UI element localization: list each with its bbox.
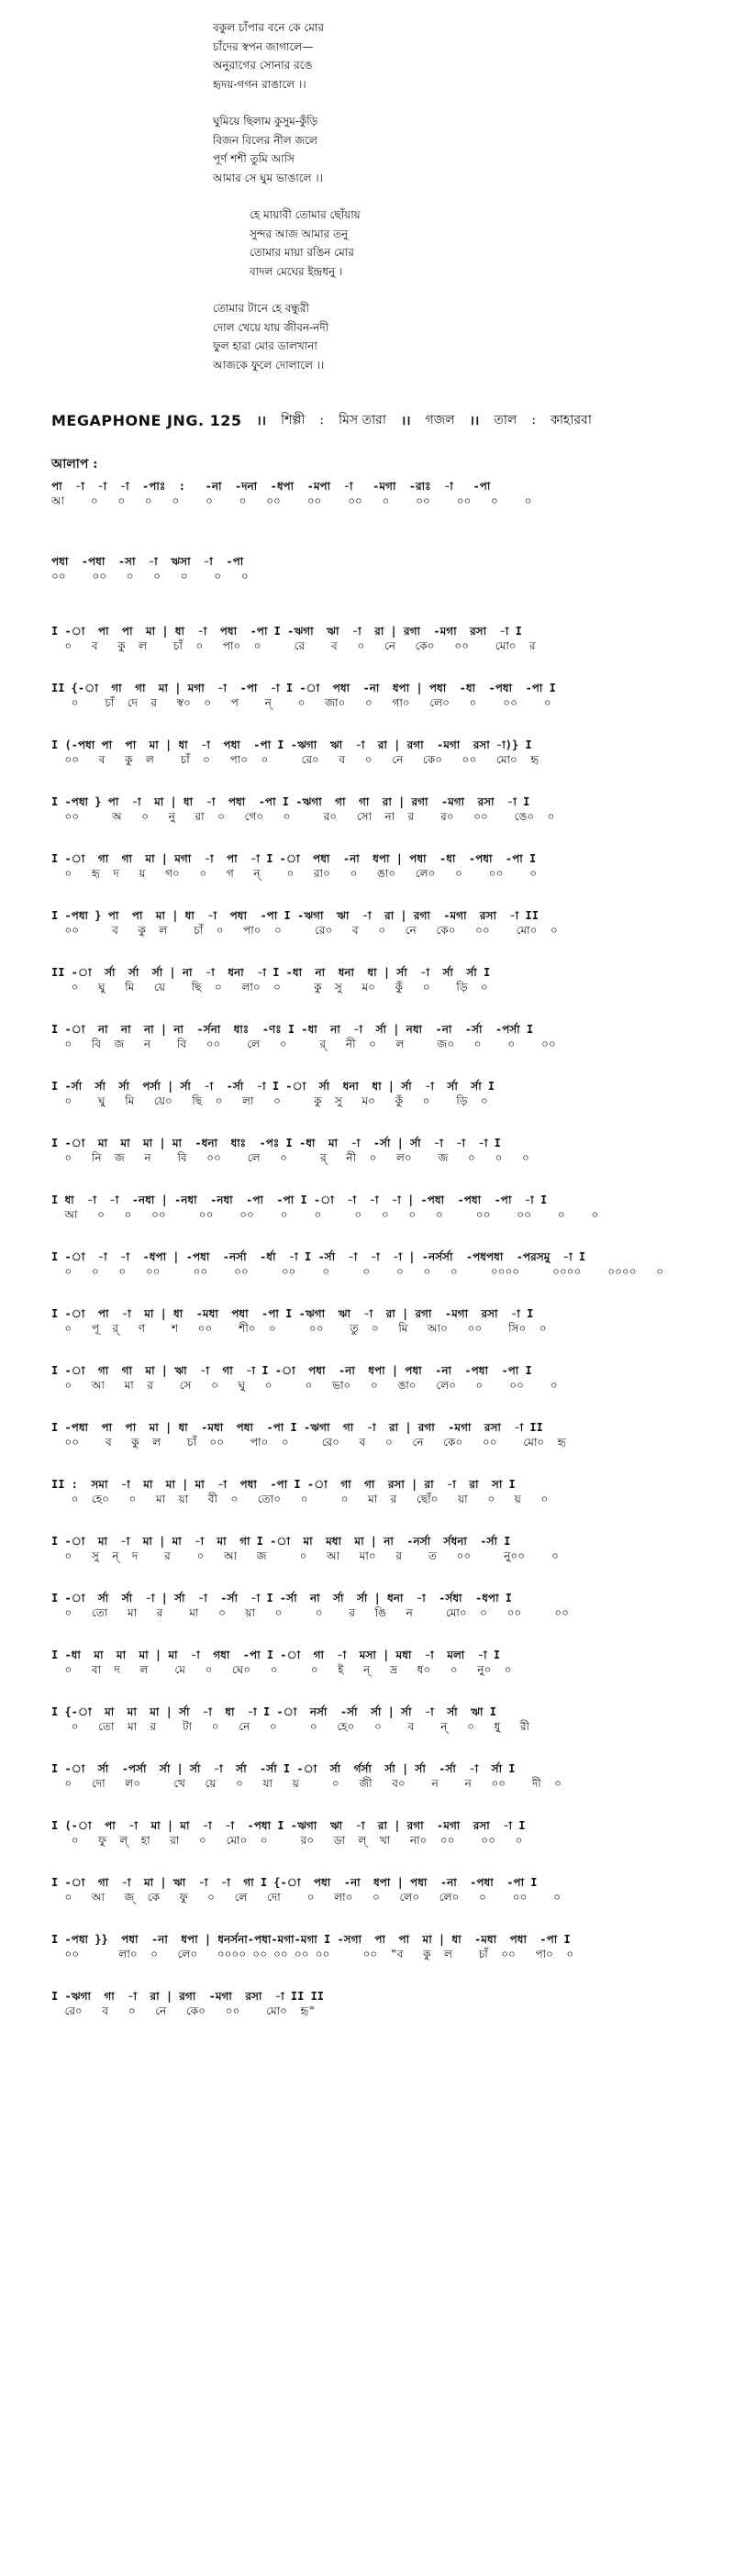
- swara-row: I -া গা -া মা | ঋা -া -া গা I {-া পধা -না ধপা | পধা -না -পধা -পা I: [51, 1876, 538, 1889]
- notation-block: [51, 1420, 712, 1449]
- swara-row: I -র্সা র্সা র্সা পর্সা | র্সা -া -র্সা -া I -া র্সা ধনা ধা | র্সা -া র্সা র্সা I: [51, 1080, 495, 1093]
- swara-row: II {-া গা গা মা | মগা -া -পা -া I -া পধা -না ধপা | পধা -ধা -পধা -পা I: [51, 682, 556, 694]
- lyric-stanza: [213, 112, 617, 187]
- syllable-row: ০ সু ন্ দ র ০ আ জ ০ আ মা০ র ত ০০ নু০০ ০: [51, 1549, 559, 1562]
- syllable-row: ০ তো মা র টা ০ নে ০ ০ হে০ ০ ব ন্ ০ ধু রী: [51, 1720, 529, 1733]
- swara-row: I -ঋগা গা -া রা | রগা -মগা রসা -া II II: [51, 1990, 325, 2003]
- notation-block: [51, 624, 712, 653]
- notation-block: [51, 1477, 712, 1506]
- swara-row: I -া র্সা র্সা -া | র্সা -া -র্সা -া I -র্সা না র্সা র্সা | ধনা -া -র্সধা -ধপা I: [51, 1592, 513, 1604]
- lyric-line: আজকে ফুলে দোলালে ।।: [213, 358, 325, 372]
- swara-row: I -ধা মা মা মা | মা -া গধা -পা I -া গা -া মসা | মধা -া মলা -া I: [51, 1649, 501, 1661]
- lyric-line: বাদল মেঘের ইন্দ্রধনু ।: [250, 264, 343, 278]
- swara-row: I ধা -া -া -নধা | -নধা -নধা -পা -পা I -া -া -া -া | -পধা -পধা -পা -া I: [51, 1194, 548, 1206]
- lyric-line: হৃদয়-গগন রাঙালে ।।: [213, 77, 306, 91]
- notation-block: [51, 554, 712, 583]
- notation-block: [51, 908, 712, 938]
- syllable-row: ০০ ব কু ল চাঁ ০ পা০ ০ রে০ ব ০ নে কে০ ০০ মো০ ০: [51, 924, 558, 937]
- alap-label: আলাপ :: [51, 457, 98, 472]
- swara-row: I (-পধা পা পা মা | ধা -া পধা -পা I -ঋগা ঋা -া রা | রগা -মগা রসা -া)} I: [51, 738, 532, 751]
- syllable-row: আ ০ ০ ০ ০ ০ ০ ০০ ০০ ০০ ০ ০০ ০০ ০ ০: [51, 494, 532, 507]
- notation-block: [51, 1989, 712, 2018]
- syllable-row: ০ তো মা র মা ০ য়া ০ ০ র ঙি ন মো০ ০ ০০ ০০: [51, 1606, 569, 1619]
- notation-block: [51, 851, 712, 881]
- notation-block: [51, 1591, 712, 1620]
- song-lyrics: [213, 18, 617, 393]
- record-catalog-number: MEGAPHONE JNG. 125: [51, 411, 242, 429]
- syllable-row: ০ নি জ ন বি ০০ লে ০ র্ নী ০ ল০ জ ০ ০ ০: [51, 1151, 529, 1164]
- lyric-line: বকুল চাঁপার বনে কে মোর: [213, 21, 324, 34]
- artist-label: শিল্পী: [281, 413, 306, 427]
- swara-row: I -া গা গা মা | ঋা -া গা -া I -া পধা -না ধপা | পধা -না -পধা -পা I: [51, 1364, 532, 1377]
- tala-name: কাহারবা: [550, 413, 592, 427]
- lyric-stanza: [213, 205, 617, 281]
- notation-block: [51, 794, 712, 824]
- lyric-line: সুন্দর আজ আমার তনু: [250, 227, 349, 240]
- lyric-line: তোমার মায়া রঙিন মোর: [250, 246, 354, 259]
- syllable-row: ০ বি জ ন বি ০০ লে ০ র্ নী ০ ল জ০ ০ ০ ০০: [51, 1038, 556, 1050]
- syllable-row: ০০ অ ০ নু রা ০ গে০ ০ র০ সো না র র০ ০০ ঙে০ ০: [51, 810, 555, 823]
- lyric-stanza: [213, 18, 617, 94]
- swara-row: পা -া -া -া -পাঃ : -না -দনা -ধপা -মপা -া -মগা -রাঃ -া -পা: [51, 480, 491, 493]
- notation-block: [51, 1818, 712, 1848]
- syllable-row: আ ০ ০ ০০ ০০ ০০ ০ ০ ০ ০ ০ ০ ০০ ০০ ০ ০: [51, 1208, 599, 1221]
- syllable-row: ০ হৃ দ য় গ০ ০ গ ন্ ০ রা০ ০ ঙা০ লে০ ০ ০০ ০: [51, 867, 538, 880]
- artist-name: মিস তারা: [339, 413, 386, 427]
- colon: :: [319, 413, 325, 427]
- syllable-row: ০ পূ র্ ণ শ ০০ শী০ ০ ০০ তু ০ মি আ০ ০০ সি০ ০: [51, 1322, 547, 1335]
- lyric-stanza: [213, 299, 617, 374]
- swara-row: I -া মা মা মা | মা -ধনা ধাঃ -পঃ I -ধা মা -া -র্সা | র্সা -া -া -া I: [51, 1137, 501, 1149]
- swara-row: I (-া পা -া মা | মা -া -া -পধা I -ঋগা ঋা -া রা | রগা -মগা রসা -া I: [51, 1819, 526, 1832]
- separator: ।।: [469, 413, 480, 428]
- lyric-line: বিজন বিলের নীল জলে: [213, 133, 317, 147]
- notation-block: [51, 681, 712, 710]
- notation-block: [51, 1306, 712, 1336]
- swara-row: II -া র্সা র্সা র্সা | না -া ধনা -া I -ধা না ধনা ধা | র্সা -া র্সা র্সা I: [51, 966, 491, 979]
- swara-row: I -া পা -া মা | ধা -মধা পধা -পা I -ঋগা ঋা -া রা | রগা -মগা রসা -া I: [51, 1307, 534, 1320]
- swara-row: I -পধা }} পধা -না ধপা | ধনর্সনা-পধা-মগা-মগা I -সগা পা পা মা | ধা -মধা পধা -পা I: [51, 1933, 571, 1946]
- separator: ।।: [400, 413, 411, 428]
- swara-row: I -পধা পা পা মা | ধা -মধা পধা -পা I -ঋগা গা -া রা | রগা -মগা রসা -া II: [51, 1421, 543, 1434]
- lyric-line: তোমার টানে হে বন্ধুরী: [213, 302, 309, 315]
- notation-block: [51, 1022, 712, 1051]
- syllable-row: ০ হে০ ০ মা য়া বী ০ তো০ ০ ০ মা র ছোঁ০ য়া ০ য় ০: [51, 1493, 549, 1505]
- swara-row: I -পধা } পা পা মা | ধা -া পধা -পা I -ঋগা ঋা -া রা | রগা -মগা রসা -া II: [51, 909, 539, 922]
- notation-block: [51, 1363, 712, 1393]
- swara-row: I {-া মা মা মা | র্সা -া ধা -া I -া নর্সা -র্সা র্সা | র্সা -া র্সা ঋা I: [51, 1705, 496, 1718]
- notation-block: [51, 1704, 712, 1734]
- notation-block: [51, 1648, 712, 1677]
- notation-block: [51, 738, 712, 767]
- syllable-row: ০০ ০০ ০ ০ ০ ০ ০: [51, 570, 249, 583]
- lyric-line: হে মায়াবী তোমার ছোঁয়ায়: [250, 208, 361, 221]
- swara-row: I -া গা গা মা | মগা -া পা -া I -া পধা -না ধপা | পধা -ধা -পধা -পা I: [51, 852, 537, 865]
- syllable-row: ০০ লা০ ০ লে০ ০০০০ ০০ ০০ ০০ ০০ ০০ "ব কু ল চাঁ ০০ পা০ ০: [51, 1948, 574, 1960]
- lyric-line: পূর্ণ শশী তুমি আসি: [213, 152, 295, 165]
- notation-block: [51, 479, 712, 508]
- lyric-line: চাঁদের স্বপন জাগালে—: [213, 39, 314, 53]
- notation-block: [51, 1079, 712, 1108]
- notation-block: [51, 1136, 712, 1165]
- swara-row: I -া -া -া -ধপা | -পধা -নর্সা -র্ধা -া I -র্সা -া -া -া | -নর্সর্সা -পধপধা -পরসমু -া I: [51, 1250, 586, 1263]
- notation-block: [51, 1875, 712, 1904]
- syllable-row: ০ আ জ্ কে ফু ০ লে দো ০ লা০ ০ লে০ লে০ ০ ০০ ০: [51, 1891, 562, 1904]
- notation-block: [51, 1932, 712, 1961]
- notation-block: [51, 1249, 712, 1279]
- syllable-row: ০ ঘু মি য়ে০ ছি ০ লা ০ কু সু ম০ কুঁ ০ ড়ি ০: [51, 1094, 488, 1107]
- swara-row: II : সমা -া মা মা | মা -া পধা -পা I -া গা গা রসা | রা -া রা সা I: [51, 1478, 516, 1491]
- lyric-line: ফুল হারা মোর ডালখানা: [213, 339, 317, 352]
- lyric-line: দোল খেয়ে যায় জীবন-নদী: [213, 320, 329, 334]
- swara-row: I -া পা পা মা | ধা -া পধা -পা I -ঋগা ঋা -া রা | রগা -মগা রসা -া I: [51, 625, 522, 638]
- separator: ।।: [256, 413, 267, 428]
- syllable-row: ০ ব কু ল চাঁ ০ পা০ ০ রে ব ০ নে কে০ ০০ মো০ র: [51, 639, 536, 652]
- syllable-row: ০০ ব কু ল চাঁ ০ পা০ ০ রে০ ব ০ নে কে০ ০০ মো০ হৃ: [51, 753, 539, 766]
- lyric-line: ঘুমিয়ে ছিলাম কুসুম-কুঁড়ি: [213, 115, 318, 128]
- swara-row: I -া না না না | না -র্সনা ধাঃ -ণঃ I -ধা না -া র্সা | নধা -না -র্সা -পর্সা I: [51, 1023, 534, 1036]
- syllable-row: ০ ০ ০ ০০ ০০ ০০ ০০ ০ ০ ০ ০ ০ ০০০০ ০০০০ ০০০০ ০: [51, 1265, 663, 1278]
- swara-row: পধা -পধা -সা -া ঋসা -া -পা: [51, 555, 244, 568]
- notation-block: [51, 965, 712, 994]
- syllable-row: ০ দো ল০ খে য়ে ০ যা য় ০ জী ব০ ন ন ০০ দী ০: [51, 1777, 562, 1790]
- syllable-row: রে০ ব ০ নে কে০ ০০ মো০ হৃ": [51, 2004, 316, 2017]
- syllable-row: ০ ঘু মি য়ে ছি ০ লা০ ০ কু সু ম০ কুঁ ০ ড়ি ০: [51, 981, 488, 994]
- swaralipi-notation: [51, 479, 712, 2018]
- notation-block: [51, 1193, 712, 1222]
- lyric-line: অনুরাগের সোনার রঙে: [213, 59, 313, 72]
- lyric-line: আমার সে ঘুম ভাঙালে ।।: [213, 171, 323, 184]
- notation-block: [51, 1761, 712, 1791]
- genre: গজল: [425, 413, 455, 427]
- syllable-row: ০০ ব কু ল চাঁ ০০ পা০ ০ রে০ ব ০ নে কে০ ০০ মো০ হৃ: [51, 1436, 566, 1449]
- syllable-row: ০ ফু ল্ হা রা ০ মো০ ০ র০ ডা ল্ খা না০ ০০ ০০ ০: [51, 1834, 523, 1847]
- swara-row: I -পধা } পা -া মা | ধা -া পধা -পা I -ঋগা গা গা রা | রগা -মগা রসা -া I: [51, 795, 530, 808]
- colon: :: [531, 413, 537, 427]
- swara-row: I -া মা -া মা | মা -া মা গা I -া মা মধা মা | না -নর্সা র্সধনা -র্সা I: [51, 1535, 511, 1548]
- tala-label: তাল: [494, 413, 517, 427]
- syllable-row: ০ চাঁ দে র স্ব০ ০ প ন্ ০ জা০ ০ গা০ লে০ ০ ০০ ০: [51, 696, 551, 709]
- syllable-row: ০ আ মা র সে ০ ঘু ০ ০ ভা০ ০ ঙা০ লে০ ০ ০০ ০: [51, 1379, 558, 1392]
- record-header: [51, 409, 712, 431]
- swara-row: I -া র্সা -পর্সা র্সা | র্সা -া র্সা -র্সা I -া র্সা র্গর্সা র্সা | র্সা -র্সা -া র্সা I: [51, 1762, 516, 1775]
- notation-block: [51, 1534, 712, 1563]
- syllable-row: ০ বা দ ল মে ০ ঘে০ ০ ০ ই ন্ দ্র ধ০ ০ নু০ ০: [51, 1663, 512, 1676]
